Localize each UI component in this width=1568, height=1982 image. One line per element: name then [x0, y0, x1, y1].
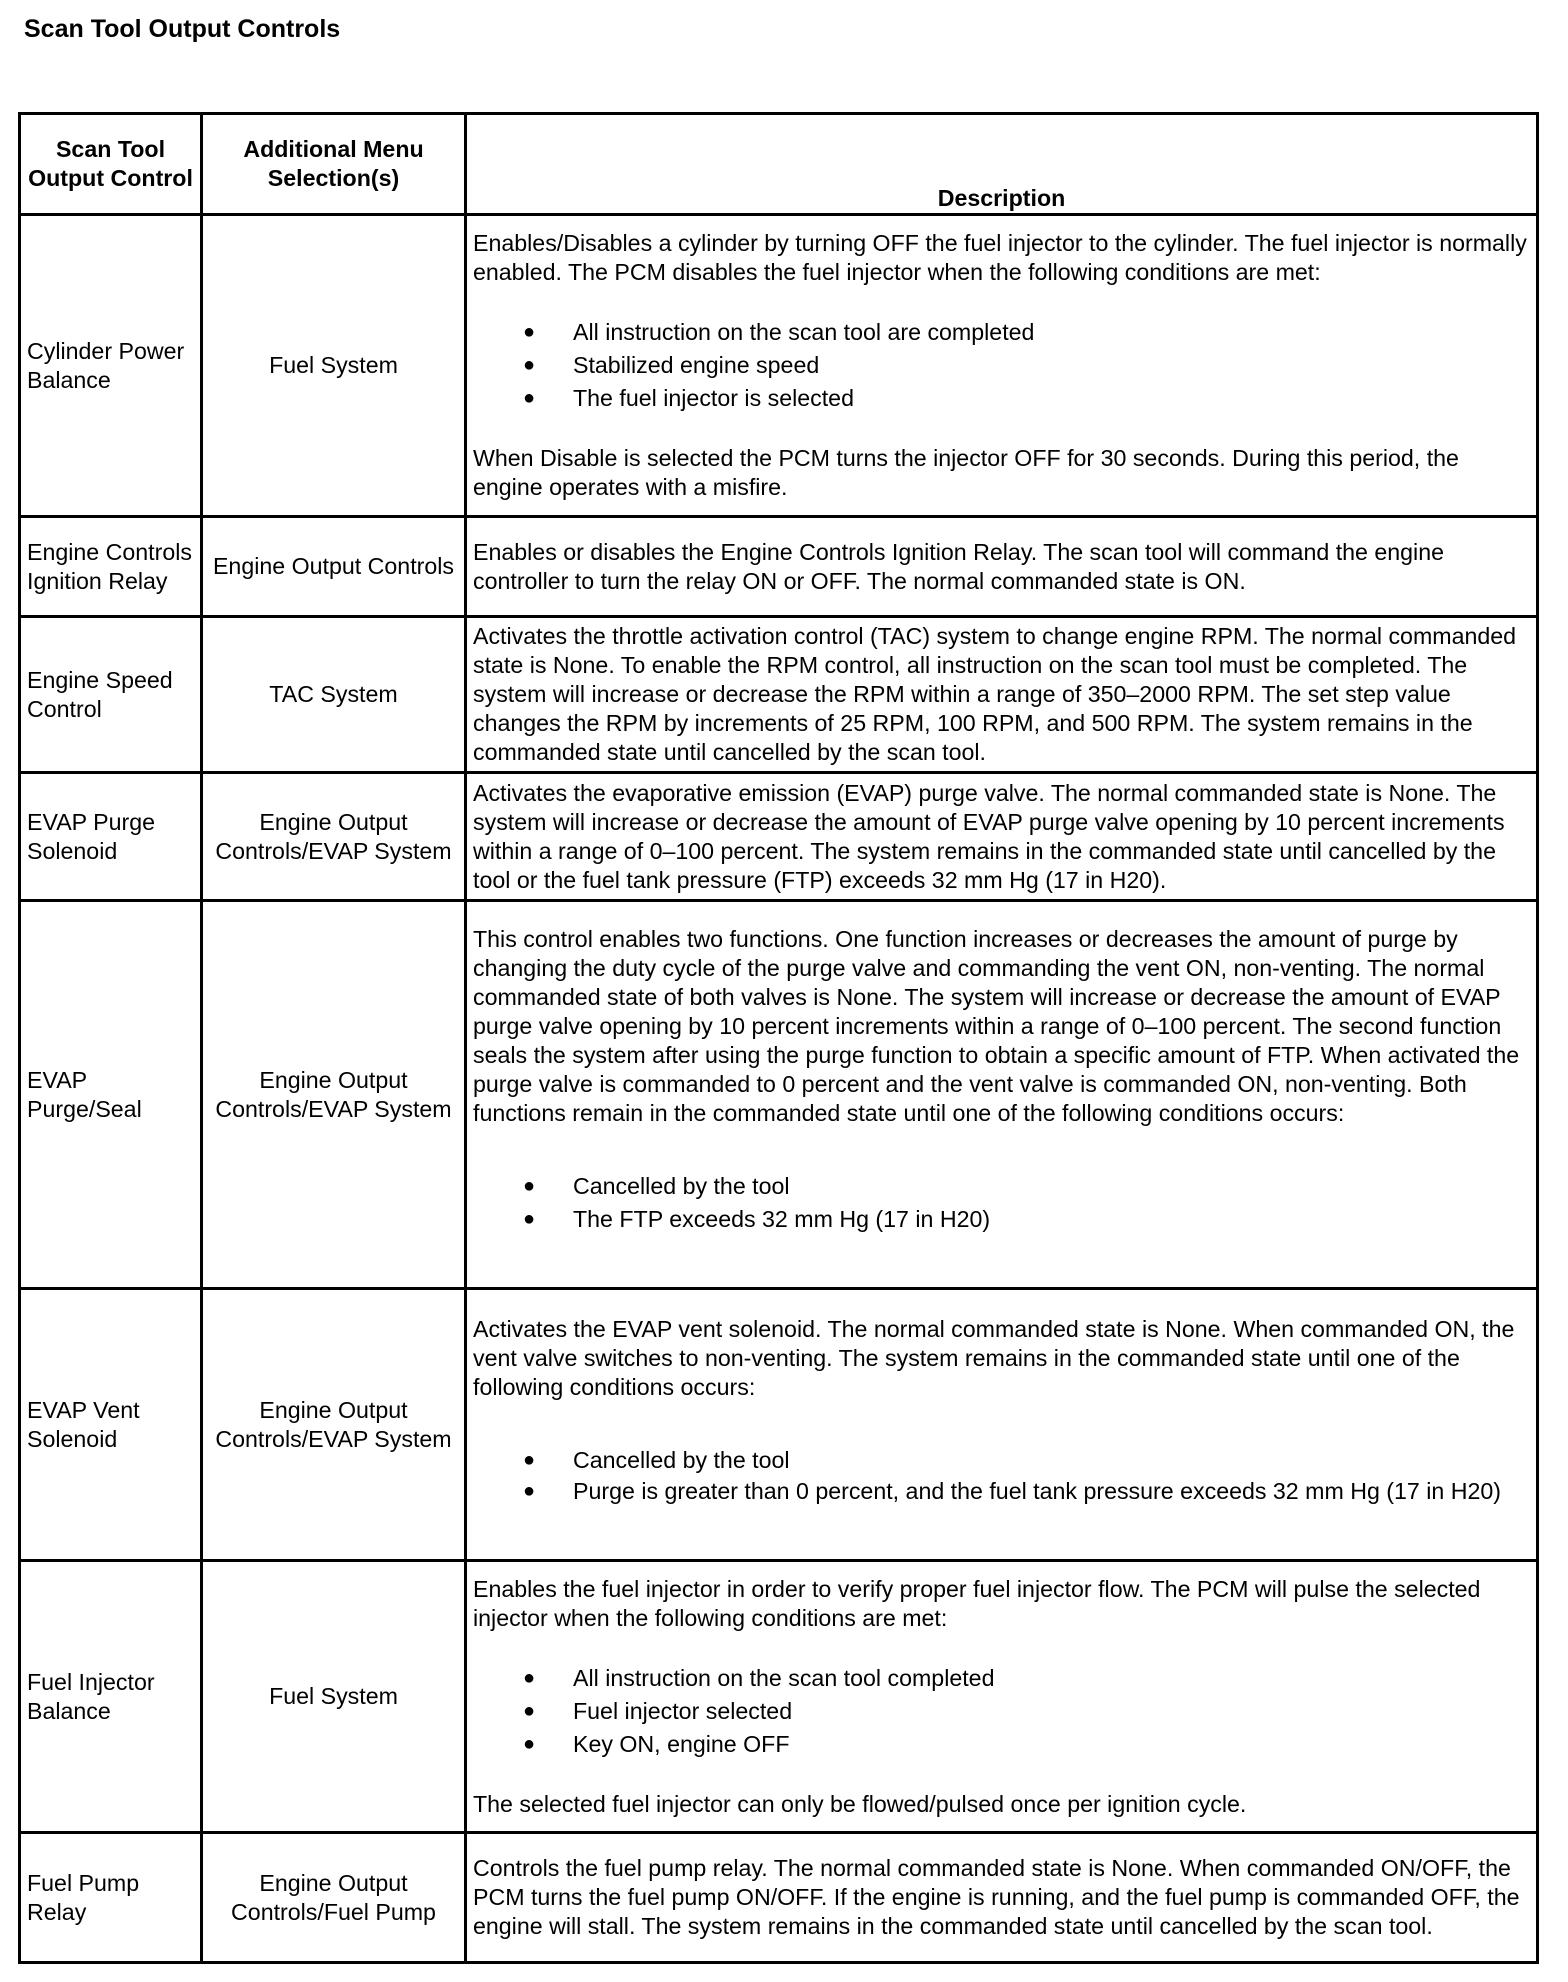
- description-intro: Activates the EVAP vent solenoid. The normal commanded state is None. When commanded ON, the vent valve switches to non-venting. The system remains in the commanded state until one of the following conditions occurs:: [473, 1315, 1515, 1400]
- condition-list: [473, 1662, 1530, 1761]
- table-header-row: [20, 114, 1538, 215]
- description-intro: Enables/Disables a cylinder by turning OFF the fuel injector to the cylinder. The fuel injector is normally enabled. The PCM disables the fuel injector when the following conditions are met:: [473, 230, 1527, 285]
- menu-cell: Engine Output Controls/Fuel Pump: [202, 1833, 466, 1963]
- menu-cell: Engine Output Controls/EVAP System: [202, 1289, 466, 1561]
- table-row: [20, 901, 1538, 1289]
- control-cell: EVAP Purge Solenoid: [20, 773, 202, 901]
- description-intro: Activates the evaporative emission (EVAP) purge valve. The normal commanded state is None. The system will increase or decrease the amount of EVAP purge valve opening by 10 percent increments within a range of 0–100 percent. The system remains in the commanded state until cancelled by the tool or the fuel tank pressure (FTP) exceeds 32 mm Hg (17 in H20).: [473, 779, 1505, 893]
- output-controls-table: [18, 112, 1539, 1964]
- table-row: [20, 773, 1538, 901]
- menu-cell: TAC System: [202, 617, 466, 773]
- bullet-icon: ●: [523, 387, 536, 409]
- control-cell: Fuel Injector Balance: [20, 1561, 202, 1833]
- bullet-icon: ●: [523, 1207, 536, 1230]
- condition-list: [473, 1170, 1530, 1236]
- list-item: ● Purge is greater than 0 percent, and the fuel tank pressure exceeds 32 mm Hg (17 in H20): [523, 1477, 1502, 1504]
- table-row: [20, 617, 1538, 773]
- description-outro: When Disable is selected the PCM turns the injector OFF for 30 seconds. During this period, the engine operates with a misfire.: [473, 445, 1459, 500]
- header-description: Description: [466, 114, 1538, 215]
- control-cell: EVAP Vent Solenoid: [20, 1289, 202, 1561]
- control-cell: Cylinder Power Balance: [20, 215, 202, 517]
- table-row: [20, 215, 1538, 517]
- control-cell: Engine Controls Ignition Relay: [20, 517, 202, 617]
- description-intro: Activates the throttle activation control (TAC) system to change engine RPM. The normal commanded state is None. To enable the RPM control, all instruction on the scan tool must be completed. The system will increase or decrease the RPM within a range of 350–2000 RPM. The set step value changes the RPM by increments of 25 RPM, 100 RPM, and 500 RPM. The system remains in the commanded state until cancelled by the scan tool.: [473, 623, 1517, 765]
- control-cell: Fuel Pump Relay: [20, 1833, 202, 1963]
- list-item: ● Key ON, engine OFF: [473, 1728, 1530, 1761]
- bullet-icon: ●: [523, 1732, 536, 1755]
- description-intro: Enables the fuel injector in order to verify proper fuel injector flow. The PCM will pulse the selected injector when the following conditions are met:: [473, 1575, 1481, 1631]
- list-item: ● Cancelled by the tool: [473, 1170, 1530, 1203]
- list-item: ● Stabilized engine speed: [473, 349, 1530, 382]
- description-outro: The selected fuel injector can only be flowed/pulsed once per ignition cycle.: [473, 1790, 1247, 1817]
- control-cell: EVAP Purge/Seal: [20, 901, 202, 1289]
- menu-cell: Engine Output Controls/EVAP System: [202, 901, 466, 1289]
- bullet-icon: ●: [523, 1448, 536, 1471]
- description-cell: [466, 617, 1538, 773]
- list-item: ● All instruction on the scan tool are completed: [473, 316, 1530, 349]
- menu-cell: Fuel System: [202, 215, 466, 517]
- control-cell: Engine Speed Control: [20, 617, 202, 773]
- bullet-icon: ●: [523, 1699, 536, 1722]
- bullet-icon: ●: [523, 321, 536, 343]
- table-row: [20, 1289, 1538, 1561]
- condition-list: [473, 1444, 1530, 1506]
- table-row: [20, 1561, 1538, 1833]
- menu-cell: Fuel System: [202, 1561, 466, 1833]
- description-cell: [466, 1289, 1538, 1561]
- table-row: [20, 1833, 1538, 1963]
- description-cell: [466, 901, 1538, 1289]
- bullet-icon: ●: [523, 1666, 536, 1689]
- list-item: ● All instruction on the scan tool completed: [473, 1662, 1530, 1695]
- description-cell: [466, 1833, 1538, 1963]
- header-control: Scan Tool Output Control: [20, 114, 202, 215]
- menu-cell: Engine Output Controls/EVAP System: [202, 773, 466, 901]
- list-item: ● The fuel injector is selected: [473, 382, 1530, 415]
- page-title: Scan Tool Output Controls: [24, 15, 341, 43]
- description-cell: [466, 773, 1538, 901]
- bullet-icon: ●: [523, 354, 536, 376]
- list-item: ● Fuel injector selected: [473, 1695, 1530, 1728]
- condition-list: [473, 316, 1530, 415]
- header-menu: Additional Menu Selection(s): [202, 114, 466, 215]
- bullet-icon: ●: [523, 1174, 536, 1197]
- description-intro: Controls the fuel pump relay. The normal commanded state is None. When commanded ON/OFF, the PCM turns the fuel pump ON/OFF. If the engine is running, and the fuel pump is commanded OFF, the engine will stall. The system remains in the commanded state until cancelled by the scan tool.: [473, 1855, 1520, 1939]
- bullet-icon: ●: [523, 1479, 536, 1502]
- list-item: ● The FTP exceeds 32 mm Hg (17 in H20): [473, 1203, 1530, 1236]
- list-item: ● Cancelled by the tool: [473, 1444, 1530, 1477]
- description-intro: This control enables two functions. One function increases or decreases the amount of purge by changing the duty cycle of the purge valve and commanding the vent ON, non-venting. The normal commanded state of both valves is None. The system will increase or decrease the amount of EVAP purge valve opening by 10 percent increments within a range of 0–100 percent. The second function seals the system after using the purge function to obtain a specific amount of FTP. When activated the purge valve is commanded to 0 percent and the vent valve is commanded ON, non-venting. Both functions remain in the commanded state until one of the following conditions occurs:: [473, 925, 1520, 1126]
- description-intro: Enables or disables the Engine Controls Ignition Relay. The scan tool will command the engine controller to turn the relay ON or OFF. The normal commanded state is ON.: [473, 538, 1444, 594]
- table-row: [20, 517, 1538, 617]
- description-cell: [466, 517, 1538, 617]
- description-cell: [466, 215, 1538, 517]
- description-cell: [466, 1561, 1538, 1833]
- menu-cell: Engine Output Controls: [202, 517, 466, 617]
